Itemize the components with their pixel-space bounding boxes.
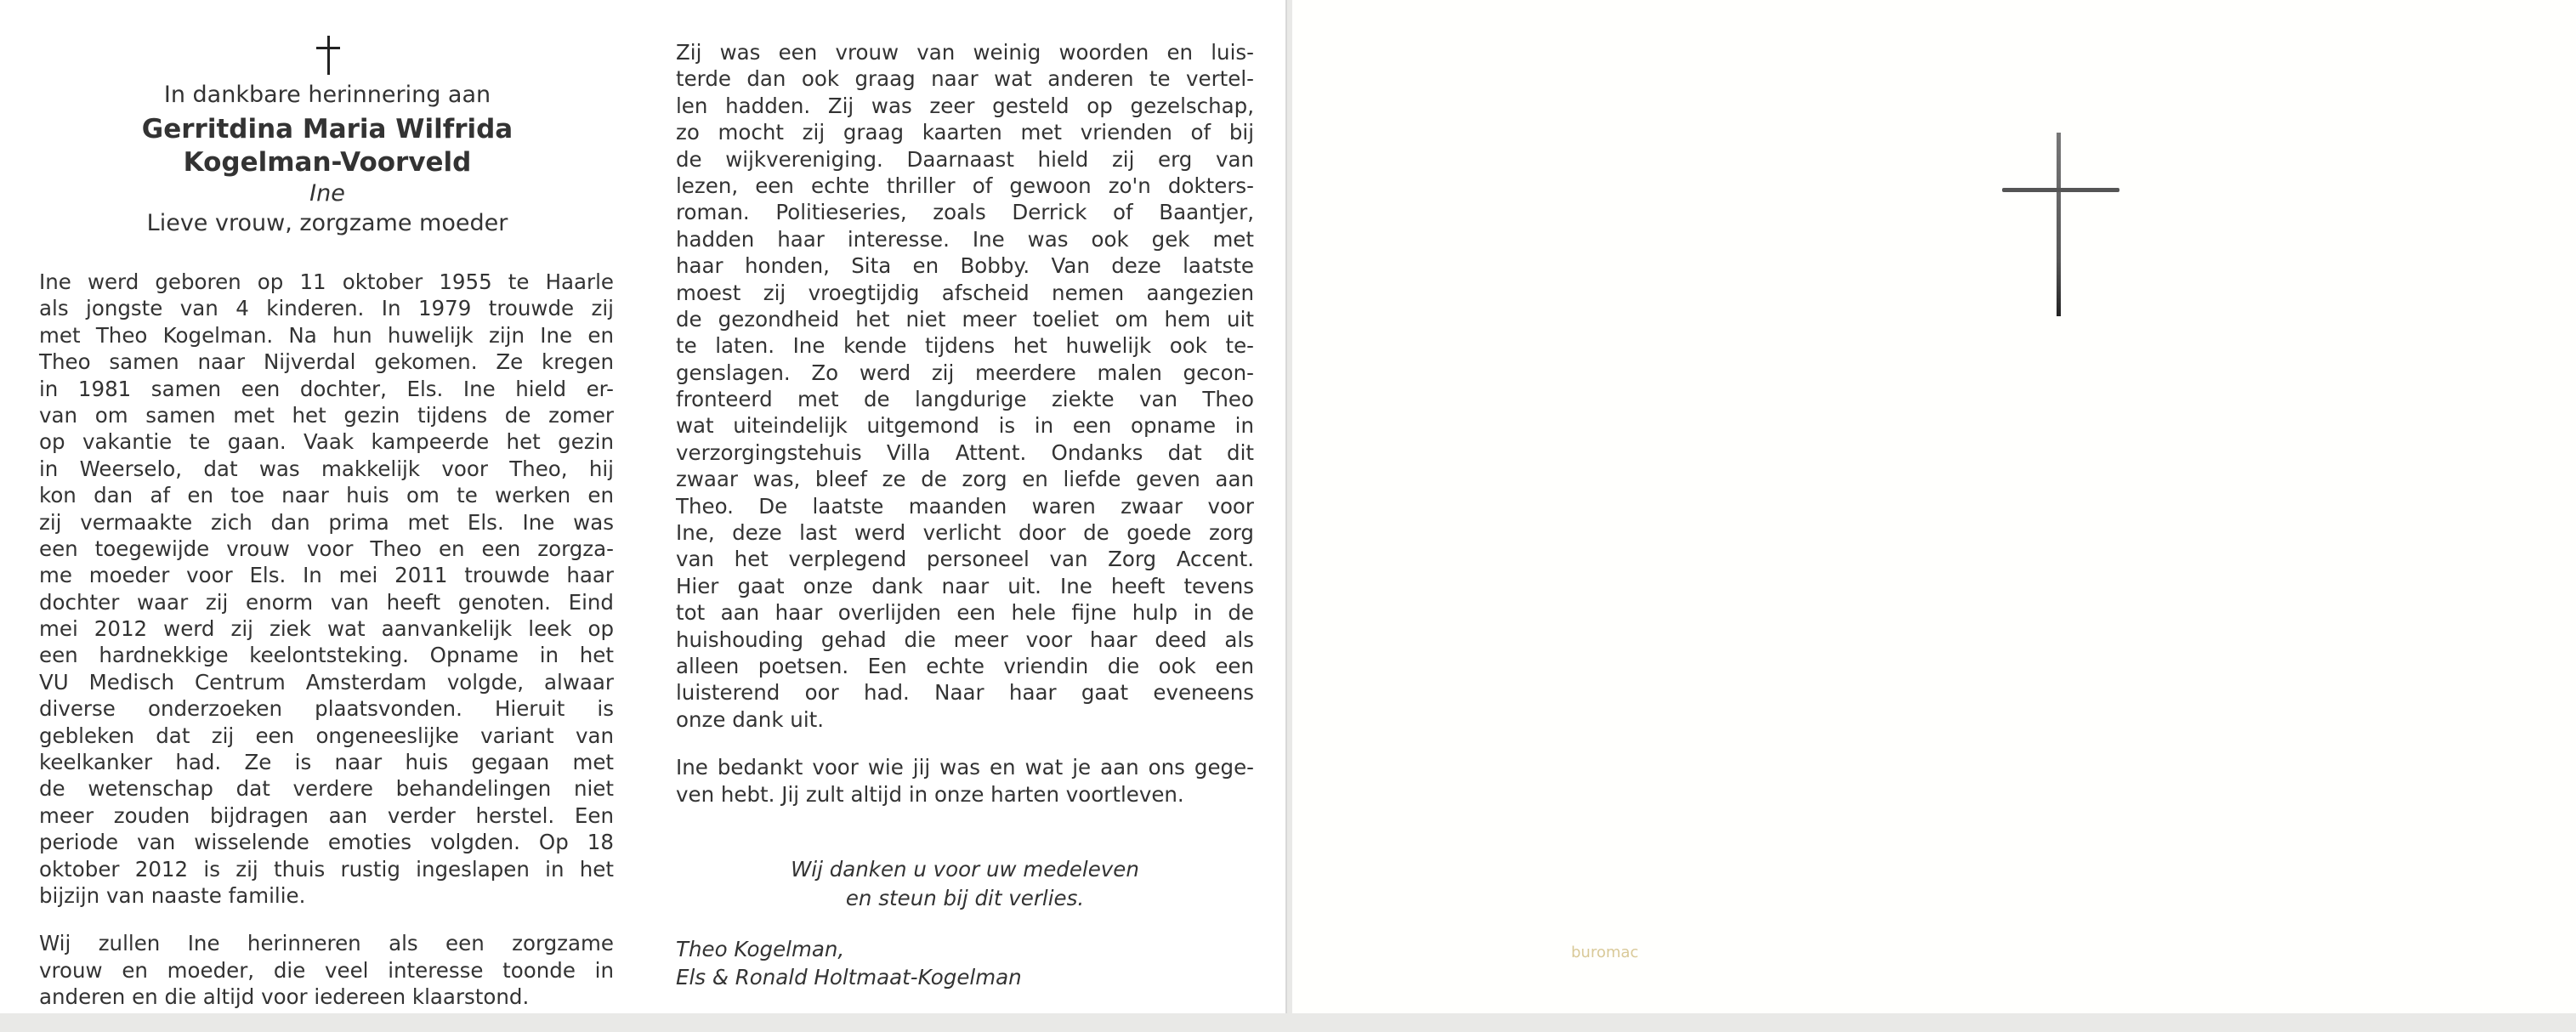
text-line: mei 2012 werd zij ziek wat aanvankelijk leek op	[39, 616, 614, 642]
text-line: keelkanker had. Ze is naar huis gegaan met	[39, 750, 614, 775]
text-line: gebleken dat zij een ongeneeslijke variant van	[39, 723, 614, 748]
text-line: Ine, deze last werd verlicht door de goede zorg	[676, 520, 1254, 546]
biography-column-left	[39, 269, 614, 1032]
text-line: periode van wisselende emoties volgden. Op 18	[39, 830, 614, 855]
text-line: fronteerd met de langdurige ziekte van Theo	[676, 387, 1254, 412]
cross-icon	[2002, 133, 2119, 316]
text-line: Hier gaat onze dank naar uit. Ine heeft tevens	[676, 573, 1254, 598]
text-line: hadden haar interesse. Ine was ook gek met	[676, 226, 1254, 252]
text-line: roman. Politieseries, zoals Derrick of Baantjer,	[676, 200, 1254, 225]
text-line: VU Medisch Centrum Amsterdam volgde, alwaar	[39, 669, 614, 695]
text-line: wat uiteindelijk uitgemond is in een opname in	[676, 413, 1254, 439]
text-line: Zij was een vrouw van weinig woorden en luis-	[676, 40, 1254, 65]
paragraph	[39, 930, 614, 1010]
text-line: genslagen. Zo werd zij meerdere malen gecon-	[676, 360, 1254, 385]
text-line: verzorgingstehuis Villa Attent. Ondanks dat dit	[676, 439, 1254, 465]
text-line: Theo. De laatste maanden waren zwaar voor	[676, 493, 1254, 519]
text-line: Ine bedankt voor wie jij was en wat je aan ons gege-	[676, 755, 1254, 780]
text-line: zo mocht zij graag kaarten met vrienden of bij	[676, 120, 1254, 145]
text-line: van om samen met het gezin tijdens de zomer	[39, 402, 614, 428]
paragraph	[39, 269, 614, 909]
text-line: anderen en die altijd voor iedereen klaarstond.	[39, 984, 530, 1010]
text-line: Theo samen naar Nijverdal gekomen. Ze kregen	[39, 349, 614, 375]
text-line: als jongste van 4 kinderen. In 1979 trouwde zij	[39, 296, 614, 321]
paragraph	[676, 754, 1254, 808]
text-line: haar honden, Sita en Bobby. Van deze laatste	[676, 253, 1254, 279]
text-line: me moeder voor Els. In mei 2011 trouwde haar	[39, 563, 614, 588]
text-line: de gezondheid het niet meer toeliet om hem uit	[676, 306, 1254, 332]
text-line: in 1981 samen een dochter, Els. Ine hield er-	[39, 376, 614, 401]
card-inside	[0, 0, 1287, 1013]
text-line: alleen poetsen. Een echte vriendin die ook een	[676, 653, 1254, 678]
printer-mark: buromac	[1571, 944, 1639, 961]
text-line: in Weerselo, dat was makkelijk voor Theo, hij	[39, 456, 614, 481]
text-line: vrouw en moeder, die veel interesse toonde in	[39, 957, 614, 983]
text-line: de wijkvereniging. Daarnaast hield zij erg van	[676, 146, 1254, 172]
signature	[676, 935, 1022, 991]
card-front	[1292, 0, 2576, 1013]
text-line: de wetenschap dat verdere behandelingen niet	[39, 776, 614, 802]
thanks-line: Wij danken u voor uw medeleven	[791, 857, 1139, 882]
text-line: oktober 2012 is zij thuis rustig ingeslapen in het	[39, 856, 614, 882]
text-line: zwaar was, bleef ze de zorg en liefde geven aan	[676, 467, 1254, 492]
subtitle: Lieve vrouw, zorgzame moeder	[146, 210, 508, 236]
text-line: terde dan ook graag naar wat anderen te vertel-	[676, 66, 1254, 92]
signature-line: Els & Ronald Holtmaat-Kogelman	[676, 965, 1022, 989]
text-line: met Theo Kogelman. Na hun huwelijk zijn Ine en	[39, 322, 614, 348]
text-line: te laten. Ine kende tijdens het huwelijk ook te-	[676, 333, 1254, 359]
text-line: van het verplegend personeel van Zorg Accent.	[676, 547, 1254, 572]
text-line: meer zouden bijdragen aan verder herstel. Een	[39, 802, 614, 828]
text-line: onze dank uit.	[676, 706, 825, 732]
biography-column-right	[676, 39, 1254, 829]
paragraph	[676, 39, 1254, 733]
text-line: moest zij vroegtijdig afscheid nemen aangezien	[676, 280, 1254, 305]
thanks-message	[676, 855, 1254, 913]
deceased-name-last: Kogelman-Voorveld	[183, 147, 472, 178]
text-line: op vakantie te gaan. Vaak kampeerde het gezin	[39, 429, 614, 455]
text-line: tot aan haar overlijden een hele fijne hulp in de	[676, 600, 1254, 626]
text-line: bijzijn van naaste familie.	[39, 882, 306, 908]
signature-line: Theo Kogelman,	[676, 937, 845, 961]
text-line: Ine werd geboren op 11 oktober 1955 te Haarle	[39, 269, 614, 294]
text-line: diverse onderzoeken plaatsvonden. Hieruit is	[39, 696, 614, 722]
intro-text: In dankbare herinnering aan	[163, 82, 491, 108]
text-line: een hardnekkige keelontsteking. Opname in het	[39, 643, 614, 668]
text-line: ven hebt. Jij zult altijd in onze harten voortleven.	[676, 781, 1184, 807]
text-line: lezen, een echte thriller of gewoon zo'n dokters-	[676, 173, 1254, 198]
text-line: kon dan af en toe naar huis om te werken en	[39, 483, 614, 508]
text-line: zij vermaakte zich dan prima met Els. Ine was	[39, 509, 614, 535]
thanks-line: en steun bij dit verlies.	[845, 886, 1085, 910]
deceased-name-first: Gerritdina Maria Wilfrida	[141, 114, 513, 145]
text-line: luisterend oor had. Naar haar gaat eveneens	[676, 680, 1254, 706]
text-line: een toegewijde vrouw voor Theo en een zorgza-	[39, 536, 614, 561]
text-line: Wij zullen Ine herinneren als een zorgzame	[39, 931, 614, 956]
cross-icon	[316, 36, 340, 75]
text-line: len hadden. Zij was zeer gesteld op gezelschap,	[676, 93, 1254, 118]
nickname: Ine	[309, 180, 345, 207]
text-line: huishouding gehad die meer voor haar deed als	[676, 627, 1254, 652]
text-line: dochter waar zij enorm van heeft genoten. Eind	[39, 589, 614, 615]
